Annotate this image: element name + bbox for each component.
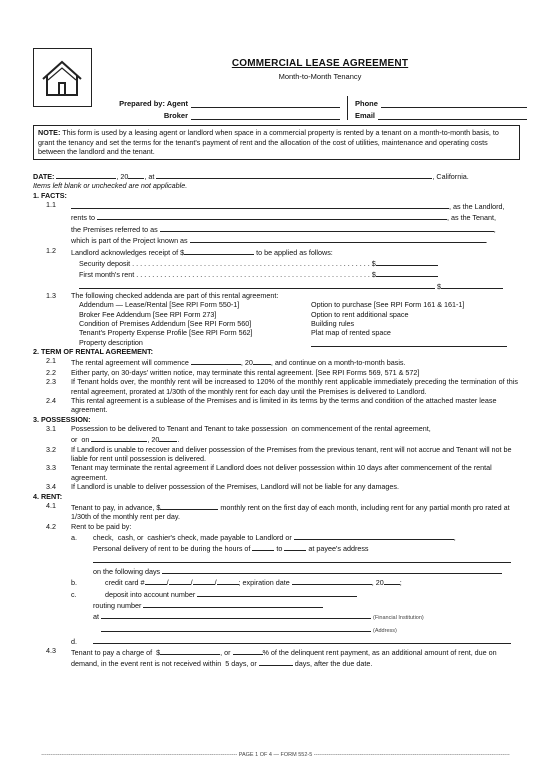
- addendum-item[interactable]: Condition of Premises Addendum [See RPI Form 560]: [79, 319, 252, 329]
- item-number: 3.4: [46, 482, 56, 492]
- addenda-list: [71, 300, 518, 347]
- item-number: 3.1: [46, 423, 56, 433]
- term-text: If Tenant holds over, the monthly rent will be increased to 120% of the monthly rent applicable immediately preceding the termination of this rental agreement, prorated at 1/30th of the monthly rent for each day until the Premises is delivered to Landlord.: [71, 377, 518, 396]
- form-body: DATE: , 20 , at , California. Items left blank or unchecked are not applicable. 1. FACTS: 1.1 , as the Landlord, rents to , as the Tenant, the Premises referred to as , which is part of the Project known as . 1.2 Landlord acknowledges receipt of $ to be applied as follows: Security deposit . . . . . . . . . . . . . . . . . . . . . . . . . . . . . . . . . . . . . . . . . . . . . . . . . . . . . . . . . . . . $ First month's rent . . . . . . . . . . . . . . . . . . . . . . . . . . . . . . . . . . . . . . . . . . . . . . . . . . . . . . . . . . . $ $ 1.3 The following checked addenda are part of this rental agreement: Addendum — Lease/Rental [See RPI Form 550-1] Option to purchase [See RPI Form 161 & 161-1] Broker Fee Addendum [See RPI Form 273] Option to rent additional space Condition of Premises Addendum [See RPI Form 560] Building rules Tenant's Property Expense Profile [See RPI Form 562] Plat map of rented space Property description 2. TERM OF RENTAL AGREEMENT: 2.1 The rental agreement will commence , 20 , and continue on a month-to-month basis. 2.2 Either party, on 30-days' written notice, may terminate this rental agreement. [See RPI Forms 569, 571 & 572] 2.3 If Tenant holds over, the monthly rent will be increased to 120% of the monthly rent applicable immediately preceding the termination of this rental agreement, prorated at 1/30th of the monthly rent for each day until the Premises is delivered to Landlord. 2.4 This rental agreement is a sublease of the Premises and is limited in its terms by the terms and condition of the attached master lease agreement. 3. POSSESSION: 3.1 Possession to be delivered to Tenant and Tenant to take possession on commencement of the rental agreement, or on , 20 . 3.2 If Landlord is unable to recover and deliver possession of the Premises from the previous tenant, rent will not accrue and Tenant will not be liable for rent until possession is delivered. 3.3 Tenant may terminate the rental agreement if Landlord does not deliver possession within 10 days after commencement of the rental agreement. 3.4 If Landlord is unable to deliver possession of the Premises, Landlord will not be liable for any damages. 4. RENT: 4.1 Tenant to pay, in advance, $ monthly rent on the first day of each month, including rent for any partial month pro rated at 1/30th of the monthly rent per day. 4.2 Rent to be paid by: a. check, cash, or cashier's check, made payable to Landlord or , Personal delivery of rent to be during the hours of to at payee's address on the following days b. credit card # / / / ; expiration date , 20 ; c. deposit into account number routing number at (Financial Institution) (Address) d. 4.3 Tenant to pay a charge of $ , or % of the delinquent rent payment, as an additional amount of rent, due on demand, in the event rent is not received within 5 days, or days, after the due date.: [33, 172, 518, 669]
- rent-text: at: [93, 612, 99, 622]
- tenant-label: , as the Tenant,: [446, 213, 497, 223]
- broker-label: Broker: [163, 110, 188, 120]
- rent-text: on the following days: [93, 567, 161, 577]
- page-title: COMMERCIAL LEASE AGREEMENT: [231, 58, 409, 69]
- rents-to-label: rents to: [71, 213, 95, 223]
- date-label: DATE:: [33, 172, 55, 181]
- landlord-field[interactable]: [71, 200, 449, 209]
- sub-letter: a.: [71, 532, 77, 542]
- year-label: , 20: [116, 172, 129, 181]
- blank-note: Items left blank or unchecked are not applicable.: [33, 181, 188, 191]
- rent-text: monthly rent on the first day of each month, including rent for any partial month pro rated at 1/30th of the monthly rent per day.: [71, 502, 510, 522]
- term-text: , 20: [240, 358, 253, 368]
- email-field[interactable]: [378, 110, 527, 120]
- possession-text: on commencement of the rental agreement,: [291, 423, 431, 433]
- year-field[interactable]: [128, 170, 144, 179]
- house-icon: [34, 49, 91, 106]
- note-label: NOTE:: [38, 128, 61, 137]
- days-field[interactable]: [162, 565, 502, 574]
- agent-field[interactable]: [191, 98, 340, 108]
- rent-text: at payee's address: [308, 544, 369, 554]
- check-option[interactable]: check,: [93, 532, 114, 542]
- rent-text: , or: [220, 648, 231, 658]
- addendum-item[interactable]: Addendum — Lease/Rental [See RPI Form 550-1]: [79, 300, 240, 310]
- item-number: 1.2: [46, 245, 56, 255]
- expiration-year-field[interactable]: [384, 576, 400, 585]
- email-label: Email: [355, 110, 376, 120]
- rent-text: Rent to be paid by:: [71, 521, 132, 531]
- item-number: 3.2: [46, 444, 56, 454]
- first-month-field[interactable]: [376, 268, 438, 277]
- institution-caption: (Financial Institution): [373, 615, 424, 622]
- addendum-item[interactable]: Broker Fee Addendum [See RPI Form 273]: [79, 309, 217, 319]
- item-number: 2.1: [46, 356, 56, 366]
- landlord-label: , as the Landlord,: [449, 202, 505, 212]
- security-field[interactable]: [376, 257, 438, 266]
- late-charge-field[interactable]: [160, 646, 220, 655]
- sub-letter: b.: [71, 578, 77, 588]
- note-box: [33, 125, 520, 160]
- rent-text: , 20: [371, 578, 384, 588]
- late-percent-field[interactable]: [233, 646, 263, 655]
- item-number: 1.1: [46, 200, 56, 210]
- card-field[interactable]: [169, 576, 191, 585]
- card-field[interactable]: [217, 576, 239, 585]
- addendum-item[interactable]: Option to purchase [See RPI Form 161 & 161-1]: [311, 300, 465, 310]
- receipt-label: Landlord acknowledges receipt of $: [71, 247, 185, 257]
- possession-text: on: [81, 435, 90, 445]
- commence-date-field[interactable]: [191, 356, 241, 365]
- possession-heading: 3. POSSESSION:: [33, 414, 91, 424]
- other-payment-field[interactable]: [93, 635, 511, 644]
- receipt-field[interactable]: [184, 246, 254, 255]
- page-footer: ----------------------------------------------------------------------------------------------------------- PAGE 1 OF 4 — FORM 552-5 -----------------------------------------------------------------------------------------------------------: [41, 752, 510, 758]
- rent-heading: 4. RENT:: [33, 491, 63, 501]
- term-text: This rental agreement is a sublease of the Premises and is limited in its terms by the terms and condition of the attached master lease agreement.: [71, 395, 497, 415]
- rent-text: Personal delivery of rent to be during the hours of: [93, 544, 251, 554]
- date-field[interactable]: [56, 170, 116, 179]
- possession-text: Tenant may terminate the rental agreement if Landlord does not deliver possession within 10 days after commencement of the rental agreement.: [71, 463, 492, 482]
- security-label: Security deposit . . . . . . . . . . . . . . . . . . . . . . . . . . . . . . . . . . . . . . . . . . . . . . . . . . . . . . . . . . . . $: [79, 258, 376, 268]
- possession-text: If Landlord is unable to recover and deliver possession of the Premises from the previous tenant, rent will not accrue and Tenant will not be liable for rent until possession is delivered.: [71, 444, 512, 464]
- phone-label: Phone: [355, 98, 378, 108]
- addenda-label: The following checked addenda are part of this rental agreement:: [71, 290, 279, 300]
- possession-year-field[interactable]: [159, 433, 177, 442]
- item-number: 2.3: [46, 377, 56, 387]
- monthly-rent-field[interactable]: [160, 501, 218, 510]
- credit-card-option[interactable]: credit card #: [105, 578, 145, 588]
- late-days-field[interactable]: [259, 657, 293, 666]
- other-amount-field[interactable]: [441, 280, 503, 289]
- possession-date-field[interactable]: [91, 433, 147, 442]
- term-text: , and continue on a month-to-month basis.: [270, 358, 406, 368]
- prepared-by-block: [100, 96, 340, 120]
- rent-text: Tenant to pay, in advance, $: [71, 502, 161, 512]
- agent-label: Prepared by: Agent: [119, 98, 188, 108]
- hours-from-field[interactable]: [252, 542, 274, 551]
- sub-letter: d.: [71, 636, 77, 646]
- account-field[interactable]: [197, 588, 357, 597]
- item-number: 2.4: [46, 395, 56, 405]
- possession-text: , 20: [147, 435, 160, 445]
- at-label: , at: [144, 172, 155, 181]
- possession-text: or: [71, 435, 78, 445]
- term-heading: 2. TERM OF RENTAL AGREEMENT:: [33, 347, 154, 357]
- institution-address-field[interactable]: [101, 623, 371, 632]
- facts-heading: 1. FACTS:: [33, 190, 67, 200]
- dollar-sign: $: [437, 281, 441, 291]
- card-field[interactable]: [193, 576, 215, 585]
- expiration-field[interactable]: [292, 576, 372, 585]
- first-month-label: First month's rent . . . . . . . . . . . . . . . . . . . . . . . . . . . . . . . . . . . . . . . . . . . . . . . . . . . . . . . . . . . $: [79, 270, 376, 280]
- possession-text: Possession to be delivered to Tenant and Tenant to take possession: [71, 423, 288, 433]
- payee-field[interactable]: [294, 531, 454, 540]
- card-field[interactable]: [145, 576, 167, 585]
- term-text: Either party, on 30-days' written notice, may terminate this rental agreement. [See RPI Forms 569, 571 & 572]: [71, 367, 420, 377]
- other-field[interactable]: [79, 280, 435, 289]
- address-caption: (Address): [373, 627, 397, 634]
- rent-text: $: [156, 648, 161, 658]
- page-subtitle: Month-to-Month Tenancy: [278, 72, 362, 81]
- date-line: [33, 170, 518, 181]
- city-field[interactable]: [156, 170, 432, 179]
- premises-label: the Premises referred to as: [71, 224, 158, 234]
- hours-to-field[interactable]: [284, 542, 306, 551]
- addendum-item[interactable]: Property description: [79, 337, 143, 347]
- project-field[interactable]: [190, 234, 486, 243]
- note-text: This form is used by a leasing agent or landlord when space in a commercial property is rented by a tenant on a month-to-month basis, to grant the tenancy and set the terms for the tenant's payment of rent and the allocation of the cost of utilities, maintenance and operating costs between the landlord and the tenant.: [38, 128, 499, 157]
- item-number: 3.3: [46, 463, 56, 473]
- rent-text: Tenant to pay a charge of: [71, 648, 153, 658]
- item-number: 2.2: [46, 367, 56, 377]
- logo: [33, 48, 92, 107]
- addendum-item[interactable]: Plat map of rented space: [311, 328, 391, 338]
- possession-text: If Landlord is unable to deliver possession of the Premises, Landlord will not be liable for any damages.: [71, 482, 400, 492]
- cashier-option[interactable]: cashier's check, made payable to Landlord or: [147, 532, 292, 542]
- phone-field[interactable]: [381, 98, 527, 108]
- tenant-field[interactable]: [97, 211, 447, 220]
- term-text: The rental agreement will commence: [71, 358, 189, 368]
- rent-text: routing number: [93, 601, 142, 611]
- item-number: 4.1: [46, 500, 56, 510]
- item-number: 1.3: [46, 290, 56, 300]
- applied-label: to be applied as follows:: [256, 247, 333, 257]
- item-number: 4.3: [46, 646, 56, 656]
- institution-field[interactable]: [101, 610, 371, 619]
- payee-address-field[interactable]: [93, 554, 511, 563]
- item-number: 4.2: [46, 521, 56, 531]
- five-days-option[interactable]: 5 days, or: [225, 659, 257, 669]
- addendum-other-field[interactable]: [311, 338, 507, 347]
- rent-text: days, after the due date.: [294, 659, 373, 669]
- commence-year-field[interactable]: [253, 356, 271, 365]
- premises-field[interactable]: [160, 223, 494, 232]
- deposit-option[interactable]: deposit into account number: [105, 589, 196, 599]
- project-label: which is part of the Project known as: [71, 236, 188, 246]
- state-label: , California.: [432, 172, 469, 181]
- addendum-item[interactable]: Option to rent additional space: [311, 309, 409, 319]
- rent-text: % of the delinquent rent payment, as an additional amount of rent, due on demand, in the event rent is not received within: [71, 648, 497, 669]
- rent-text: ; expiration date: [238, 578, 290, 588]
- cash-option[interactable]: cash, or: [117, 532, 144, 542]
- contact-block: [347, 96, 527, 120]
- routing-field[interactable]: [143, 599, 323, 608]
- addendum-item[interactable]: Tenant's Property Expense Profile [See RPI Form 562]: [79, 328, 253, 338]
- sub-letter: c.: [71, 589, 77, 599]
- rent-text: to: [276, 544, 283, 554]
- broker-field[interactable]: [191, 110, 340, 120]
- addendum-item[interactable]: Building rules: [311, 319, 355, 329]
